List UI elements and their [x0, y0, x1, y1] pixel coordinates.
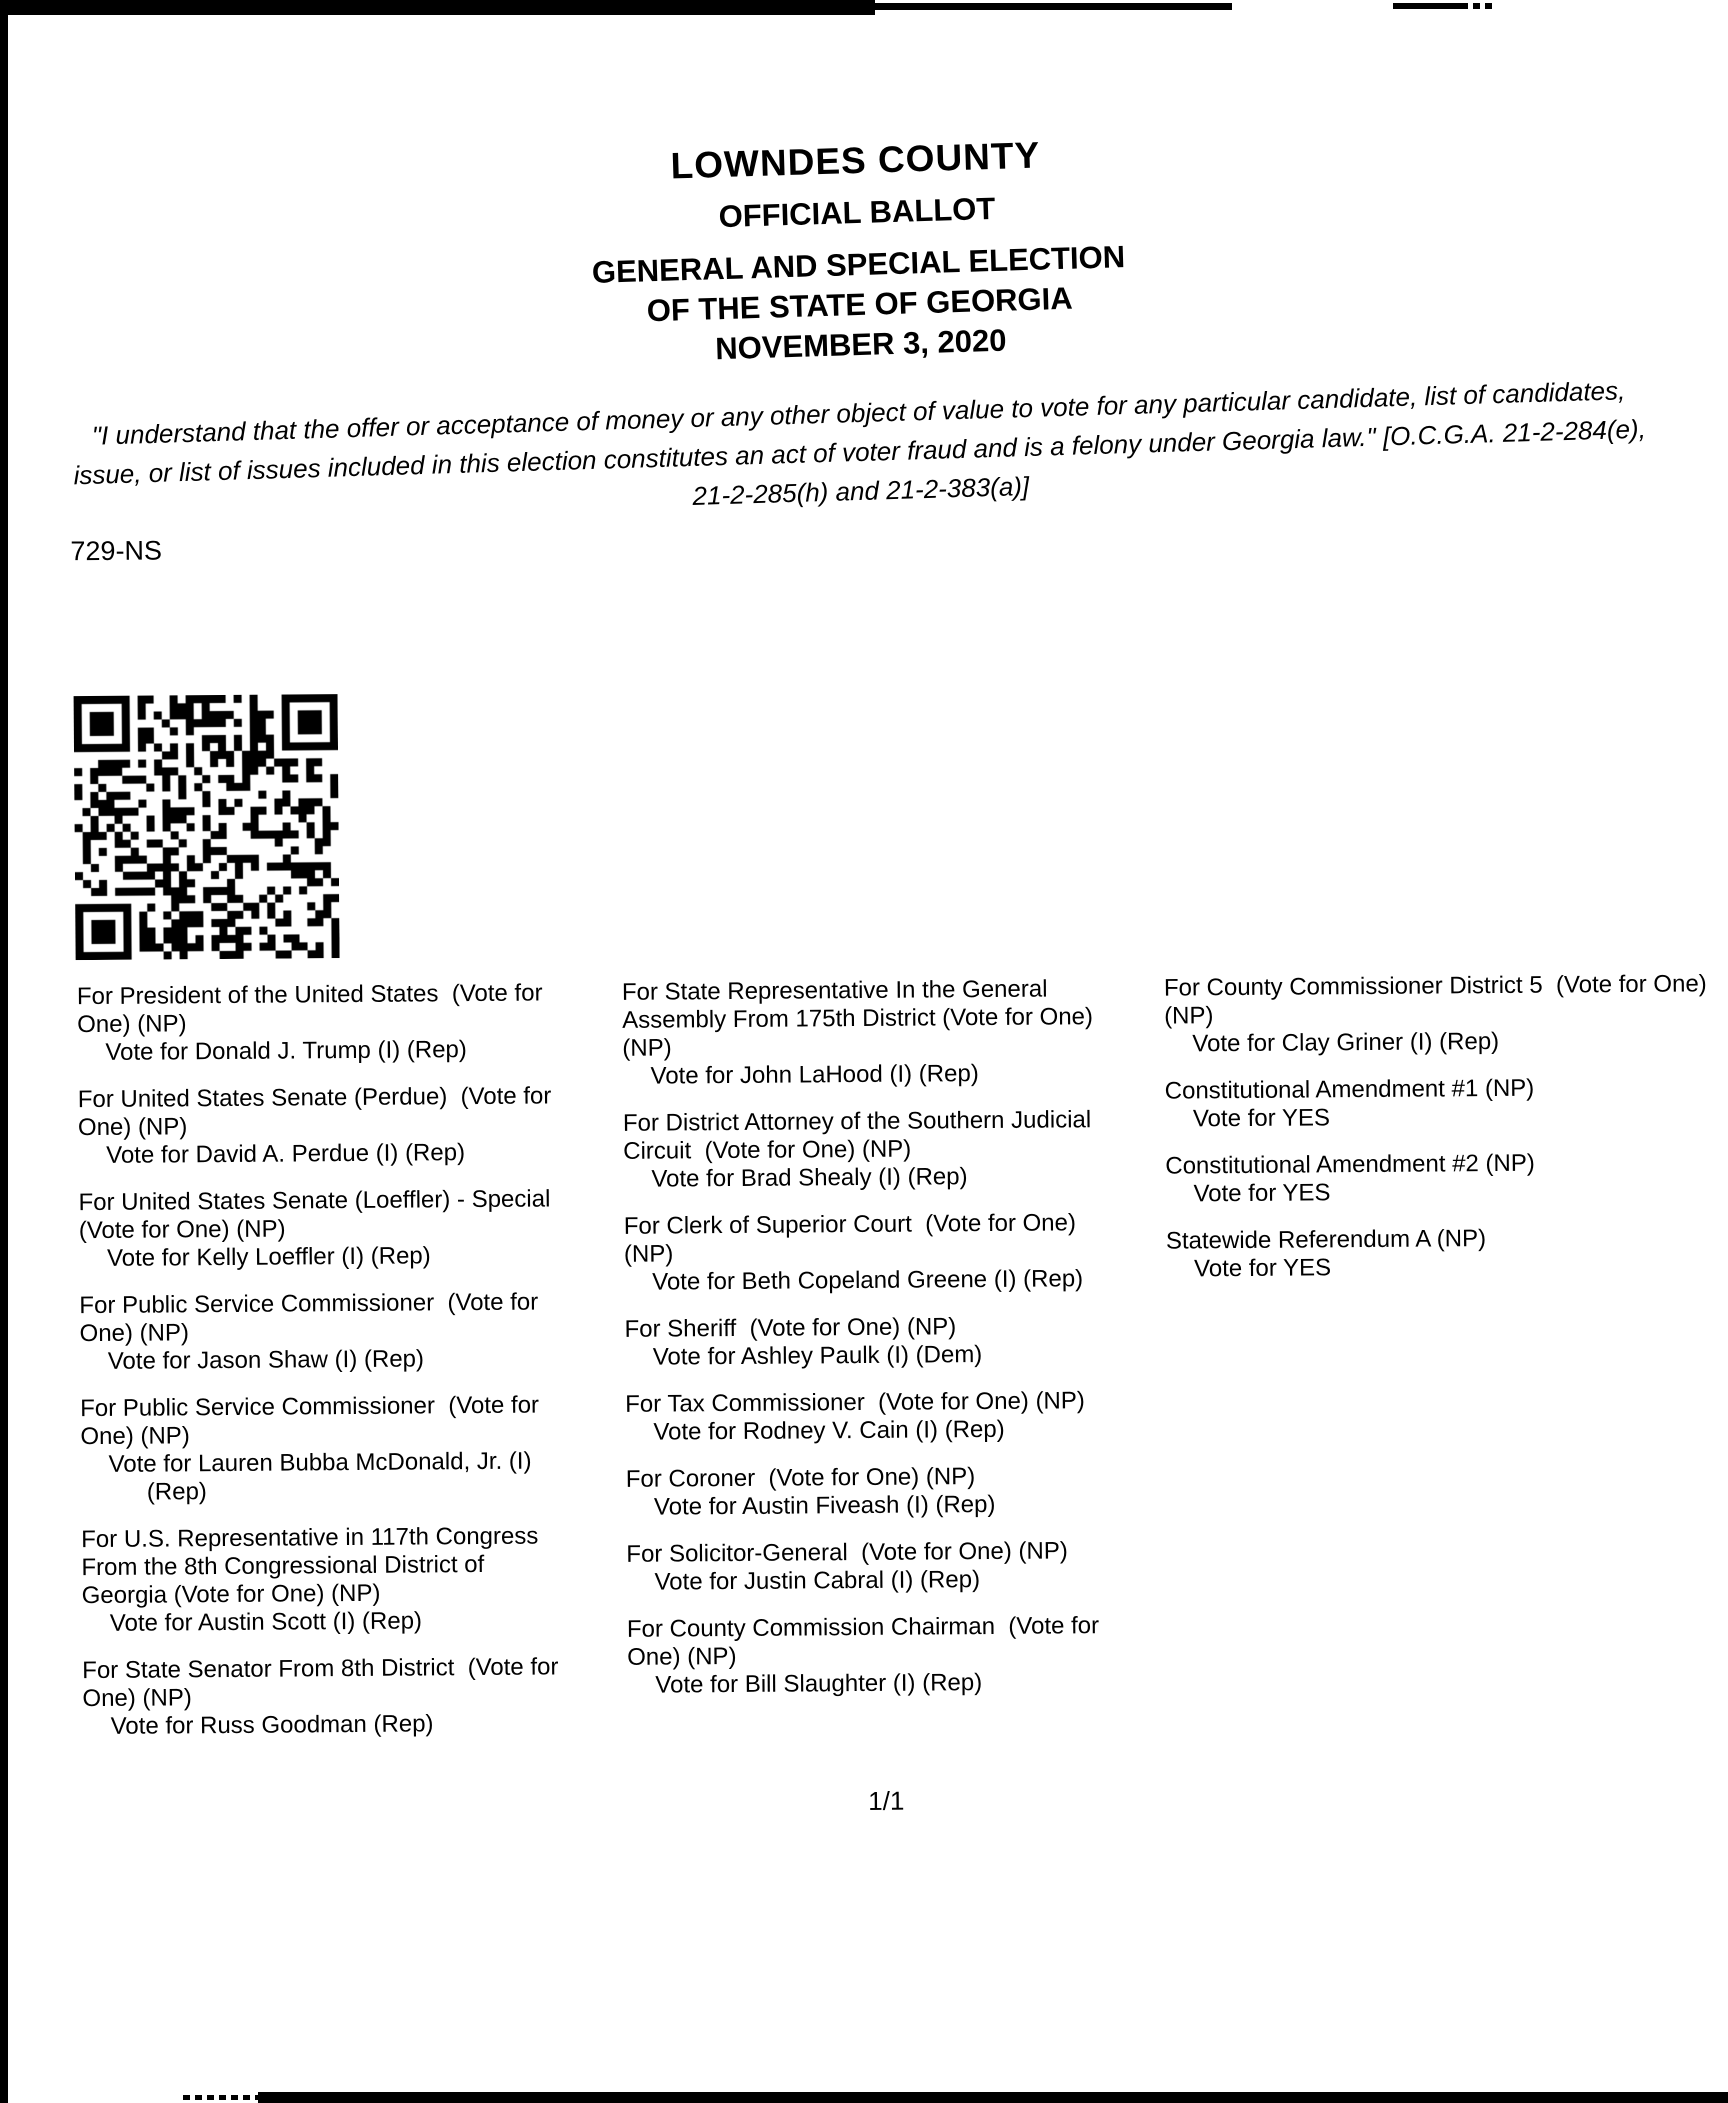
contest-selection: Vote for Austin Fiveash (I) (Rep): [653, 1490, 996, 1521]
contest-selection: Vote for Ashley Paulk (I) (Dem): [652, 1341, 983, 1371]
contest-selection: Vote for David A. Perdue (I) (Rep): [106, 1139, 466, 1169]
contest-title: For United States Senate (Loeffler) - Special (Vote for One) (NP): [78, 1185, 564, 1245]
page-number: 1/1: [868, 1785, 905, 1816]
contest-title: Constitutional Amendment #2 (NP): [1165, 1149, 1535, 1180]
election-title: GENERAL AND SPECIAL ELECTION: [591, 239, 1126, 290]
election-date: NOVEMBER 3, 2020: [714, 322, 1007, 367]
contest-title: For Solicitor-General (Vote for One) (NP): [626, 1537, 1068, 1568]
qr-code: [74, 694, 340, 960]
contest-selection: Vote for YES: [1194, 1254, 1332, 1283]
ballot-column-1: [77, 979, 573, 1760]
contest-title: For President of the United States (Vote for One) (NP): [76, 979, 550, 1039]
contest-selection: Vote for Justin Cabral (I) (Rep): [654, 1566, 981, 1596]
contest: [78, 1082, 569, 1170]
contest: [623, 1106, 1104, 1194]
contest-title: For Sheriff (Vote for One) (NP): [624, 1313, 957, 1343]
contest-title: For District Attorney of the Southern Judicial Circuit (Vote for One) (NP): [622, 1106, 1098, 1165]
contest-title: For Tax Commissioner (Vote for One) (NP): [625, 1387, 1085, 1418]
contest-title: For County Commission Chairman (Vote for One) (NP): [626, 1612, 1106, 1671]
contest-title: For State Senator From 8th District (Vote for One) (NP): [82, 1653, 566, 1713]
contest: [81, 1522, 572, 1638]
contest: [1165, 1073, 1728, 1134]
contest: [80, 1391, 571, 1507]
contest-selection: Vote for Brad Shealy (I) (Rep): [651, 1163, 968, 1193]
contest: [1166, 1223, 1728, 1284]
contest-selection: Vote for Donald J. Trump (I) (Rep): [105, 1036, 467, 1066]
contest: [626, 1462, 1106, 1522]
contest: [77, 979, 568, 1067]
voter-fraud-disclaimer: "I understand that the offer or acceptance of money or any other object of value to vote for any particular candidate, list of candidates, issue, or list of issues included in this election constitutes an act of voter fraud and is a felony under Georgia law." [O.C.G.A. 21-2-284(e), 21-2-285(h) and 21-2-383(a)]: [73, 375, 1647, 511]
contest: [622, 975, 1103, 1091]
contest: [626, 1537, 1106, 1597]
contest-selection: Vote for John LaHood (I) (Rep): [650, 1060, 979, 1090]
ballot-style-code: 729-NS: [70, 535, 163, 567]
contest-title: For Coroner (Vote for One) (NP): [625, 1463, 976, 1493]
contest-title: Constitutional Amendment #1 (NP): [1164, 1074, 1535, 1105]
ballot-header: [55, 114, 1661, 388]
contest-title: For Public Service Commissioner (Vote for One) (NP): [79, 1288, 545, 1348]
county-title: LOWNDES COUNTY: [670, 134, 1041, 187]
contest: [1164, 970, 1728, 1059]
contest: [624, 1209, 1105, 1297]
contest-title: For Public Service Commissioner (Vote for One) (NP): [80, 1391, 546, 1451]
contest-title: For U.S. Representative in 117th Congress From the 8th Congressional District of Georgia (Vote for One) (NP): [81, 1522, 546, 1610]
contest-selection: Vote for Beth Copeland Greene (I) (Rep): [652, 1265, 1084, 1296]
contest: [627, 1612, 1108, 1700]
contest: [625, 1387, 1105, 1447]
contest-selection: Vote for Kelly Loeffler (I) (Rep): [106, 1242, 431, 1272]
contest-selection: Vote for YES: [1192, 1104, 1331, 1133]
contest-title: For State Representative In the General Assembly From 175th District (Vote for One) (NP): [621, 975, 1100, 1062]
contest-selection: Vote for Austin Scott (I) (Rep): [109, 1607, 423, 1637]
contest-selection: Vote for Russ Goodman (Rep): [110, 1710, 434, 1740]
election-subtitle: OF THE STATE OF GEORGIA: [646, 280, 1074, 329]
contest-selection: Vote for Rodney V. Cain (I) (Rep): [653, 1415, 1005, 1446]
contest-title: For Clerk of Superior Court (Vote for One) (NP): [623, 1209, 1083, 1268]
contest: [1165, 1148, 1728, 1209]
contest-selection: Vote for Jason Shaw (I) (Rep): [107, 1345, 425, 1375]
contest-selection: Vote for Lauren Bubba McDonald, Jr. (I) (Rep): [108, 1447, 532, 1506]
contest-title: Statewide Referendum A (NP): [1165, 1225, 1487, 1255]
contest: [624, 1312, 1104, 1372]
contest: [79, 1288, 570, 1376]
contest: [78, 1185, 569, 1273]
contest-title: For County Commissioner District 5 (Vote for One) (NP): [1163, 970, 1714, 1030]
official-ballot-title: OFFICIAL BALLOT: [718, 190, 996, 235]
contest-selection: Vote for Bill Slaughter (I) (Rep): [655, 1669, 983, 1699]
ballot-column-2: [622, 975, 1108, 1719]
contest-selection: Vote for Clay Griner (I) (Rep): [1192, 1027, 1500, 1058]
contest-title: For United States Senate (Perdue) (Vote for One) (NP): [77, 1082, 559, 1142]
contest: [82, 1653, 573, 1741]
contest-selection: Vote for YES: [1193, 1179, 1331, 1208]
ballot-column-3: [1164, 970, 1728, 1303]
